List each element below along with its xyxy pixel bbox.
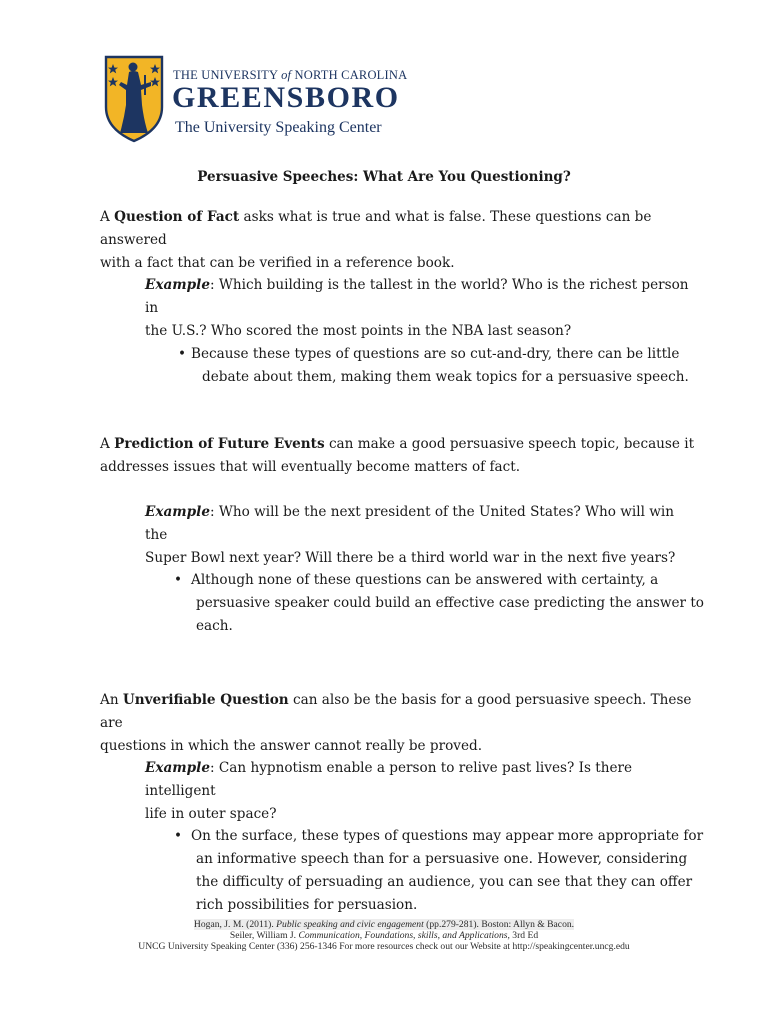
example-unverifiable: Example: Can hypnotism enable a person to relive past lives? Is there intelligent life in outer space? xyxy=(145,760,633,822)
bullet-prediction: • Although none of these questions can be answered with certainty, a persuasive speaker could build an effective case predicting the answer to each. xyxy=(174,569,704,638)
bullet-icon: • xyxy=(174,572,183,588)
bullet-icon: • xyxy=(174,828,183,844)
bullet-icon: • xyxy=(178,346,187,362)
section-intro-question-of-fact: A Question of Fact asks what is true and what is false. These questions can be answered with a fact that can be verified in a reference book. xyxy=(100,209,652,271)
example-prediction: Example: Who will be the next president of the United States? Who will win the Super Bowl next year? Will there be a third world war in the next five years? xyxy=(145,504,676,566)
shield-icon xyxy=(104,55,164,143)
university-name-line: THE UNIVERSITY of NORTH CAROLINA xyxy=(173,68,408,82)
document-title: Persuasive Speeches: What Are You Questioning? xyxy=(197,169,571,185)
bullet-unverifiable: • On the surface, these types of questions may appear more appropriate for an informative speech than for a persuasive one. However, considering the difficulty of persuading an audience, you can see that they can offer rich possibilities for persuasion. xyxy=(174,825,703,917)
term-prediction-of-future-events: Prediction of Future Events xyxy=(114,436,325,452)
term-question-of-fact: Question of Fact xyxy=(114,209,240,225)
term-unverifiable-question: Unverifiable Question xyxy=(122,692,289,708)
bullet-question-of-fact: • Because these types of questions are so cut-and-dry, there can be little debate about them, making them weak topics for a persuasive speech. xyxy=(178,343,689,389)
section-intro-prediction: A Prediction of Future Events can make a good persuasive speech topic, because it addresses issues that will eventually become matters of fact. xyxy=(100,436,695,475)
speaking-center-name: The University Speaking Center xyxy=(175,119,382,136)
footer-reference-seiler: Seiler, William J. Communication, Foundations, skills, and Applications, 3rd Ed xyxy=(229,930,539,941)
footer-contact: UNCG University Speaking Center (336) 256-1346 For more resources check out our Website at http://speakingcenter.uncg.edu xyxy=(138,941,630,952)
footer-reference-hogan: Hogan, J. M. (2011). Public speaking and civic engagement (pp.279-281). Boston: Allyn & Bacon. xyxy=(193,919,575,930)
section-intro-unverifiable: An Unverifiable Question can also be the basis for a good persuasive speech. These are questions in which the answer cannot really be proved. xyxy=(100,692,692,754)
example-question-of-fact: Example: Which building is the tallest in the world? Who is the richest person in the U.S.? Who scored the most points in the NBA last season? xyxy=(145,277,689,339)
campus-name: GREENSBORO xyxy=(172,81,400,114)
university-logo xyxy=(104,55,408,145)
